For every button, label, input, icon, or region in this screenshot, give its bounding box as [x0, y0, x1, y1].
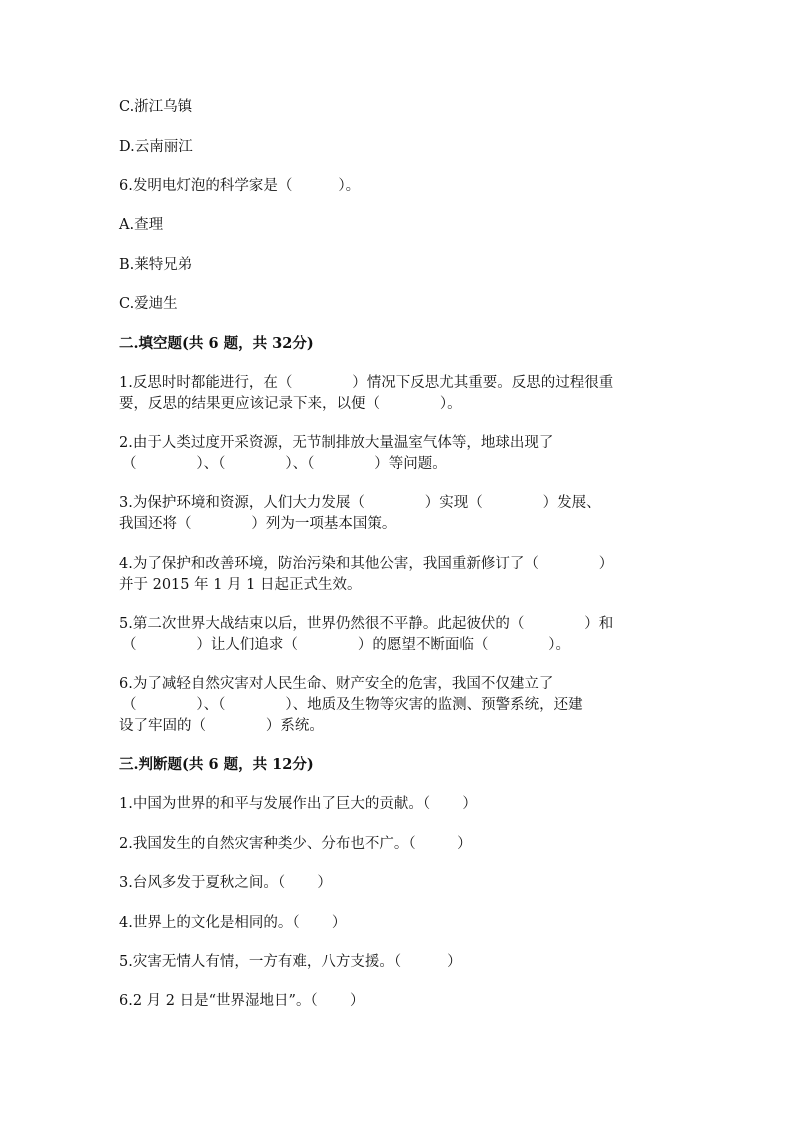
fill-question-6-line-2: （ ）、（ ）、地质及生物等灾害的监测、预警系统，还建: [122, 697, 583, 713]
fill-question-4-line-2: 并于 2015 年 1 月 1 日起正式生效。: [119, 577, 362, 593]
judgment-question-4: 4.世界上的文化是相同的。（ ）: [119, 915, 347, 931]
fill-question-2-line-2: （ ）、（ ）、（ ）等问题。: [122, 456, 447, 472]
judgment-question-1: 1.中国为世界的和平与发展作出了巨大的贡献。（ ）: [119, 796, 477, 812]
option-d-lijiang: D.云南丽江: [119, 139, 193, 155]
fill-question-1-line-1: 1.反思时时都能进行，在（ ）情况下反思尤其重要。反思的过程很重: [119, 375, 614, 391]
fill-question-2-line-1: 2.由于人类过度开采资源，无节制排放大量温室气体等，地球出现了: [119, 435, 554, 451]
question-6-option-b: B.莱特兄弟: [119, 257, 193, 273]
fill-question-1-line-2: 要，反思的结果更应该记录下来，以便（ ）。: [119, 396, 462, 412]
fill-in-section-heading: 二.填空题(共 6 题，共 32分): [119, 335, 314, 352]
fill-question-6-line-1: 6.为了减轻自然灾害对人民生命、财产安全的危害，我国不仅建立了: [119, 676, 554, 692]
judgment-question-2: 2.我国发生的自然灾害种类少、分布也不广。（ ）: [119, 836, 472, 852]
fill-question-4-line-1: 4.为了保护和改善环境，防治污染和其他公害，我国重新修订了（ ）: [119, 556, 614, 572]
fill-question-3-line-1: 3.为保护环境和资源，人们大力发展（ ）实现（ ）发展、: [119, 495, 601, 511]
judgment-question-6: 6.2 月 2 日是“世界湿地日”。（ ）: [119, 993, 365, 1009]
fill-question-5-line-1: 5.第二次世界大战结束以后，世界仍然很不平静。此起彼伏的（ ）和: [119, 616, 614, 632]
question-6-option-a: A.查理: [119, 217, 164, 233]
fill-question-6-line-3: 设了牢固的（ ）系统。: [119, 718, 324, 734]
judgment-section-heading: 三.判断题(共 6 题，共 12分): [119, 756, 314, 773]
option-c-wuzhen: C.浙江乌镇: [119, 99, 193, 115]
judgment-question-3: 3.台风多发于夏秋之间。（ ）: [119, 875, 332, 891]
question-6-stem: 6.发明电灯泡的科学家是（ ）。: [119, 178, 361, 194]
fill-question-5-line-2: （ ）让人们追求（ ）的愿望不断面临（ ）。: [122, 637, 571, 653]
question-6-option-c: C.爱迪生: [119, 296, 178, 312]
fill-question-3-line-2: 我国还将（ ）列为一项基本国策。: [119, 516, 397, 532]
judgment-question-5: 5.灾害无情人有情，一方有难，八方支援。（ ）: [119, 954, 462, 970]
